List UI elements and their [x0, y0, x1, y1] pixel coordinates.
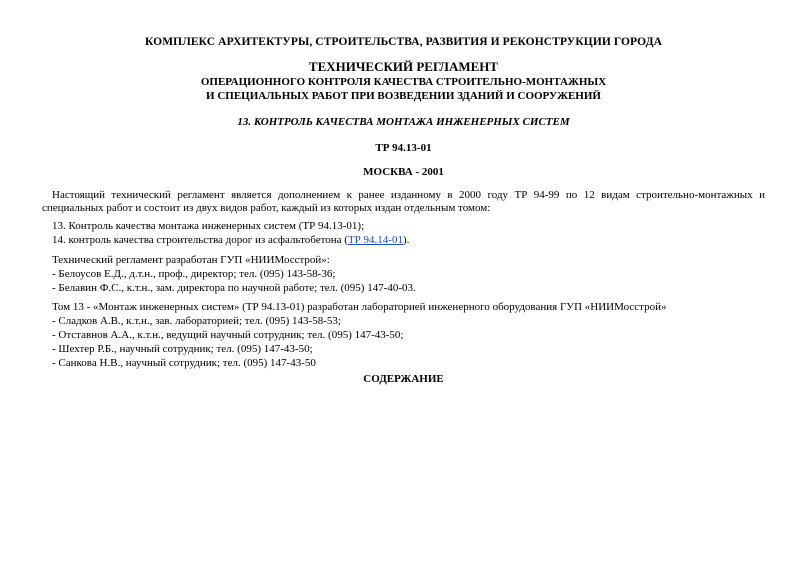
volume13-author: - Сладков А.В., к.т.н., зав. лабораторией; тел. (095) 143-58-53; [52, 315, 341, 327]
document-code: ТР 94.13-01 [375, 142, 432, 154]
volume13-author: - Санкова Н.В., научный сотрудник; тел. (095) 147-43-50 [52, 357, 316, 369]
volume13-heading: Том 13 - «Монтаж инженерных систем» (ТР 94.13-01) разработан лабораторией инженерного оборудования ГУП «НИИМосстрой» [52, 301, 667, 313]
intro-paragraph: Настоящий технический регламент является дополнением к ранее изданному в 2000 году ТР 94-99 по 12 видам строительно-монтажных и специальных работ и состоит из двух видов работ, каждый из которых издан отдельным томом: [42, 189, 765, 214]
volume-item-14-suffix: ). [402, 234, 410, 246]
volume13-author: - Отставнов А.А., к.т.н., ведущий научный сотрудник; тел. (095) 147-43-50; [52, 329, 404, 341]
developers-heading: Технический регламент разработан ГУП «НИИМосстрой»: [52, 254, 330, 266]
document-subtitle-line1: ОПЕРАЦИОННОГО КОНТРОЛЯ КАЧЕСТВА СТРОИТЕЛЬНО-МОНТАЖНЫХ [200, 76, 607, 88]
toc-heading: СОДЕРЖАНИЕ [363, 373, 444, 385]
document-title: ТЕХНИЧЕСКИЙ РЕГЛАМЕНТ [308, 59, 499, 74]
organization-heading: КОМПЛЕКС АРХИТЕКТУРЫ, СТРОИТЕЛЬСТВА, РАЗВИТИЯ И РЕКОНСТРУКЦИИ ГОРОДА [145, 36, 662, 48]
volume-item-14 [52, 234, 409, 246]
volume-item-13: 13. Контроль качества монтажа инженерных систем (ТР 94.13-01); [52, 220, 365, 232]
volume13-author: - Шехтер Р.Б., научный сотрудник; тел. (095) 147-43-50; [52, 343, 313, 355]
part-title: 13. КОНТРОЛЬ КАЧЕСТВА МОНТАЖА ИНЖЕНЕРНЫХ СИСТЕМ [237, 116, 570, 128]
developer-item: - Белоусов Е.Д., д.т.н., проф., директор; тел. (095) 143-58-36; [52, 268, 336, 280]
document-subtitle-line2: И СПЕЦИАЛЬНЫХ РАБОТ ПРИ ВОЗВЕДЕНИИ ЗДАНИЙ И СООРУЖЕНИЙ [206, 90, 601, 102]
developer-item: - Белавин Ф.С., к.т.н., зам. директора по научной работе; тел. (095) 147-40-03. [52, 282, 416, 294]
tr-94-14-link[interactable]: ТР 94.14-01 [347, 234, 403, 246]
city-year: МОСКВА - 2001 [363, 166, 444, 178]
volume-item-14-prefix: 14. контроль качества строительства дорог из асфальтобетона ( [52, 234, 348, 246]
